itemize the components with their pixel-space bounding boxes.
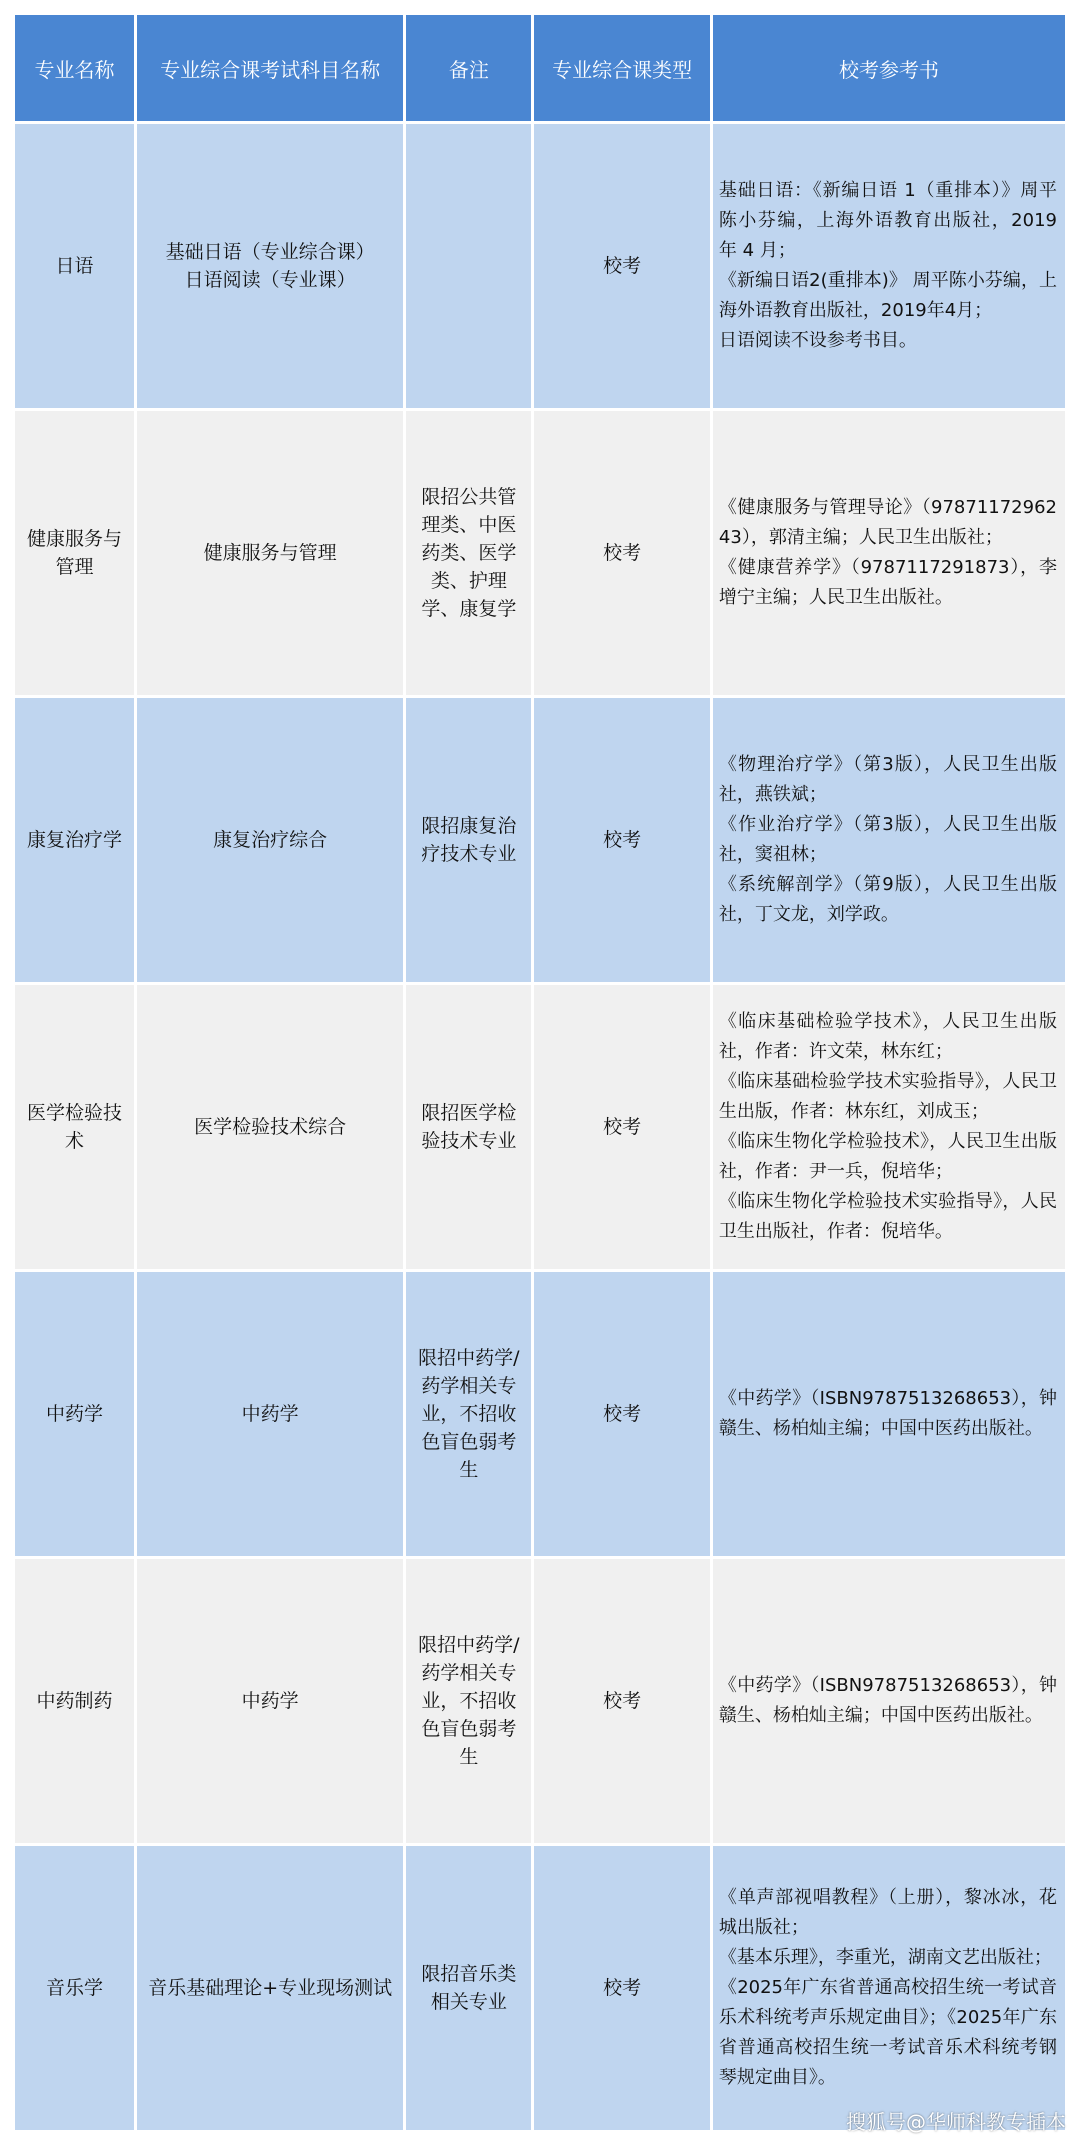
note-cell: 限招公共管理类、中医药类、医学类、护理学、康复学 — [406, 411, 531, 695]
header-type: 专业综合课类型 — [534, 15, 710, 121]
note-cell — [406, 124, 531, 408]
note-cell: 限招医学检验技术专业 — [406, 985, 531, 1269]
major-cell: 康复治疗学 — [15, 698, 134, 982]
book-entry: 《2025年广东省普通高校招生统一考试音乐术科统考声乐规定曲目》；《2025年广东省普通高校招生统一考试音乐术科统考钢琴规定曲目》。 — [718, 1977, 1057, 2088]
type-cell: 校考 — [534, 411, 710, 695]
subject-cell — [137, 411, 403, 695]
book-entry: 《系统解剖学》（第9版），人民卫生出版社，丁文龙，刘学政。 — [718, 874, 1057, 925]
watermark: 搜狐号@华师科教专插本 — [846, 2110, 1066, 2134]
major-cell: 中药学 — [15, 1272, 134, 1556]
major-cell: 健康服务与管理 — [15, 411, 134, 695]
subject-cell — [137, 985, 403, 1269]
books-cell — [713, 1272, 1065, 1556]
note-cell: 限招音乐类相关专业 — [406, 1846, 531, 2130]
header-row — [15, 15, 1065, 121]
books-cell — [713, 698, 1065, 982]
major-cell: 中药制药 — [15, 1559, 134, 1843]
table-row — [15, 985, 1065, 1269]
book-entry: 《健康服务与管理导论》（9787117296243），郭清主编；人民卫生出版社； — [718, 497, 1057, 548]
header-books: 校考参考书 — [713, 15, 1065, 121]
admission-table — [12, 12, 1068, 2133]
major-cell: 日语 — [15, 124, 134, 408]
type-cell: 校考 — [534, 985, 710, 1269]
book-entry: 《临床基础检验学技术》，人民卫生出版社，作者：许文荣，林东红； — [718, 1011, 1057, 1062]
header-major: 专业名称 — [15, 15, 134, 121]
subject-line: 医学检验技术综合 — [194, 1116, 347, 1138]
subject-line: 康复治疗综合 — [213, 829, 328, 851]
table-row — [15, 1559, 1065, 1843]
books-cell — [713, 985, 1065, 1269]
books-cell — [713, 124, 1065, 408]
subject-line: 日语阅读（专业课） — [184, 269, 356, 291]
table-row — [15, 124, 1065, 408]
table-row — [15, 1272, 1065, 1556]
table-row — [15, 1846, 1065, 2130]
note-cell: 限招康复治疗技术专业 — [406, 698, 531, 982]
type-cell: 校考 — [534, 1559, 710, 1843]
book-entry: 《临床生物化学检验技术实验指导》，人民卫生出版社，作者：倪培华。 — [718, 1191, 1057, 1242]
subject-cell — [137, 1272, 403, 1556]
subject-cell — [137, 698, 403, 982]
major-cell: 音乐学 — [15, 1846, 134, 2130]
type-cell: 校考 — [534, 124, 710, 408]
book-entry: 《基本乐理》，李重光，湖南文艺出版社； — [718, 1947, 1052, 1968]
subject-cell — [137, 124, 403, 408]
book-entry: 《中药学》（ISBN9787513268653），钟赣生、杨柏灿主编；中国中医药出版社。 — [718, 1675, 1057, 1726]
book-entry: 日语阅读不设参考书目。 — [718, 330, 917, 351]
type-cell: 校考 — [534, 698, 710, 982]
subject-line: 健康服务与管理 — [203, 542, 337, 564]
type-cell: 校考 — [534, 1846, 710, 2130]
book-entry: 《单声部视唱教程》（上册），黎冰冰，花城出版社； — [718, 1887, 1057, 1938]
books-cell — [713, 1846, 1065, 2130]
subject-line: 基础日语（专业综合课） — [165, 241, 375, 263]
subject-line: 音乐基础理论+专业现场测试 — [148, 1977, 393, 1999]
books-cell — [713, 1559, 1065, 1843]
book-entry: 《新编日语2(重排本)》 周平陈小芬编，上海外语教育出版社，2019年4月； — [718, 270, 1057, 321]
table-row — [15, 698, 1065, 982]
table-row — [15, 411, 1065, 695]
subject-cell — [137, 1846, 403, 2130]
header-subject: 专业综合课考试科目名称 — [137, 15, 403, 121]
book-entry: 《物理治疗学》（第3版），人民卫生出版社，燕铁斌； — [718, 754, 1057, 805]
major-cell: 医学检验技术 — [15, 985, 134, 1269]
book-entry: 《临床生物化学检验技术》，人民卫生出版社，作者：尹一兵，倪培华； — [718, 1131, 1057, 1182]
note-cell: 限招中药学/药学相关专业，不招收色盲色弱考生 — [406, 1272, 531, 1556]
subject-cell — [137, 1559, 403, 1843]
book-entry: 《健康营养学》（9787117291873），李增宁主编；人民卫生出版社。 — [718, 557, 1057, 608]
books-cell — [713, 411, 1065, 695]
book-entry: 《中药学》（ISBN9787513268653），钟赣生、杨柏灿主编；中国中医药出版社。 — [718, 1388, 1057, 1439]
note-cell: 限招中药学/药学相关专业，不招收色盲色弱考生 — [406, 1559, 531, 1843]
type-cell: 校考 — [534, 1272, 710, 1556]
subject-line: 中药学 — [241, 1403, 299, 1425]
subject-line: 中药学 — [241, 1690, 299, 1712]
book-entry: 《作业治疗学》（第3版），人民卫生出版社，窦祖林； — [718, 814, 1057, 865]
book-entry: 《临床基础检验学技术实验指导》，人民卫生出版，作者：林东红，刘成玉； — [718, 1071, 1057, 1122]
header-note: 备注 — [406, 15, 531, 121]
book-entry: 基础日语：《新编日语 1（重排本）》周平陈小芬编，上海外语教育出版社，2019 年 4 月； — [718, 180, 1057, 261]
